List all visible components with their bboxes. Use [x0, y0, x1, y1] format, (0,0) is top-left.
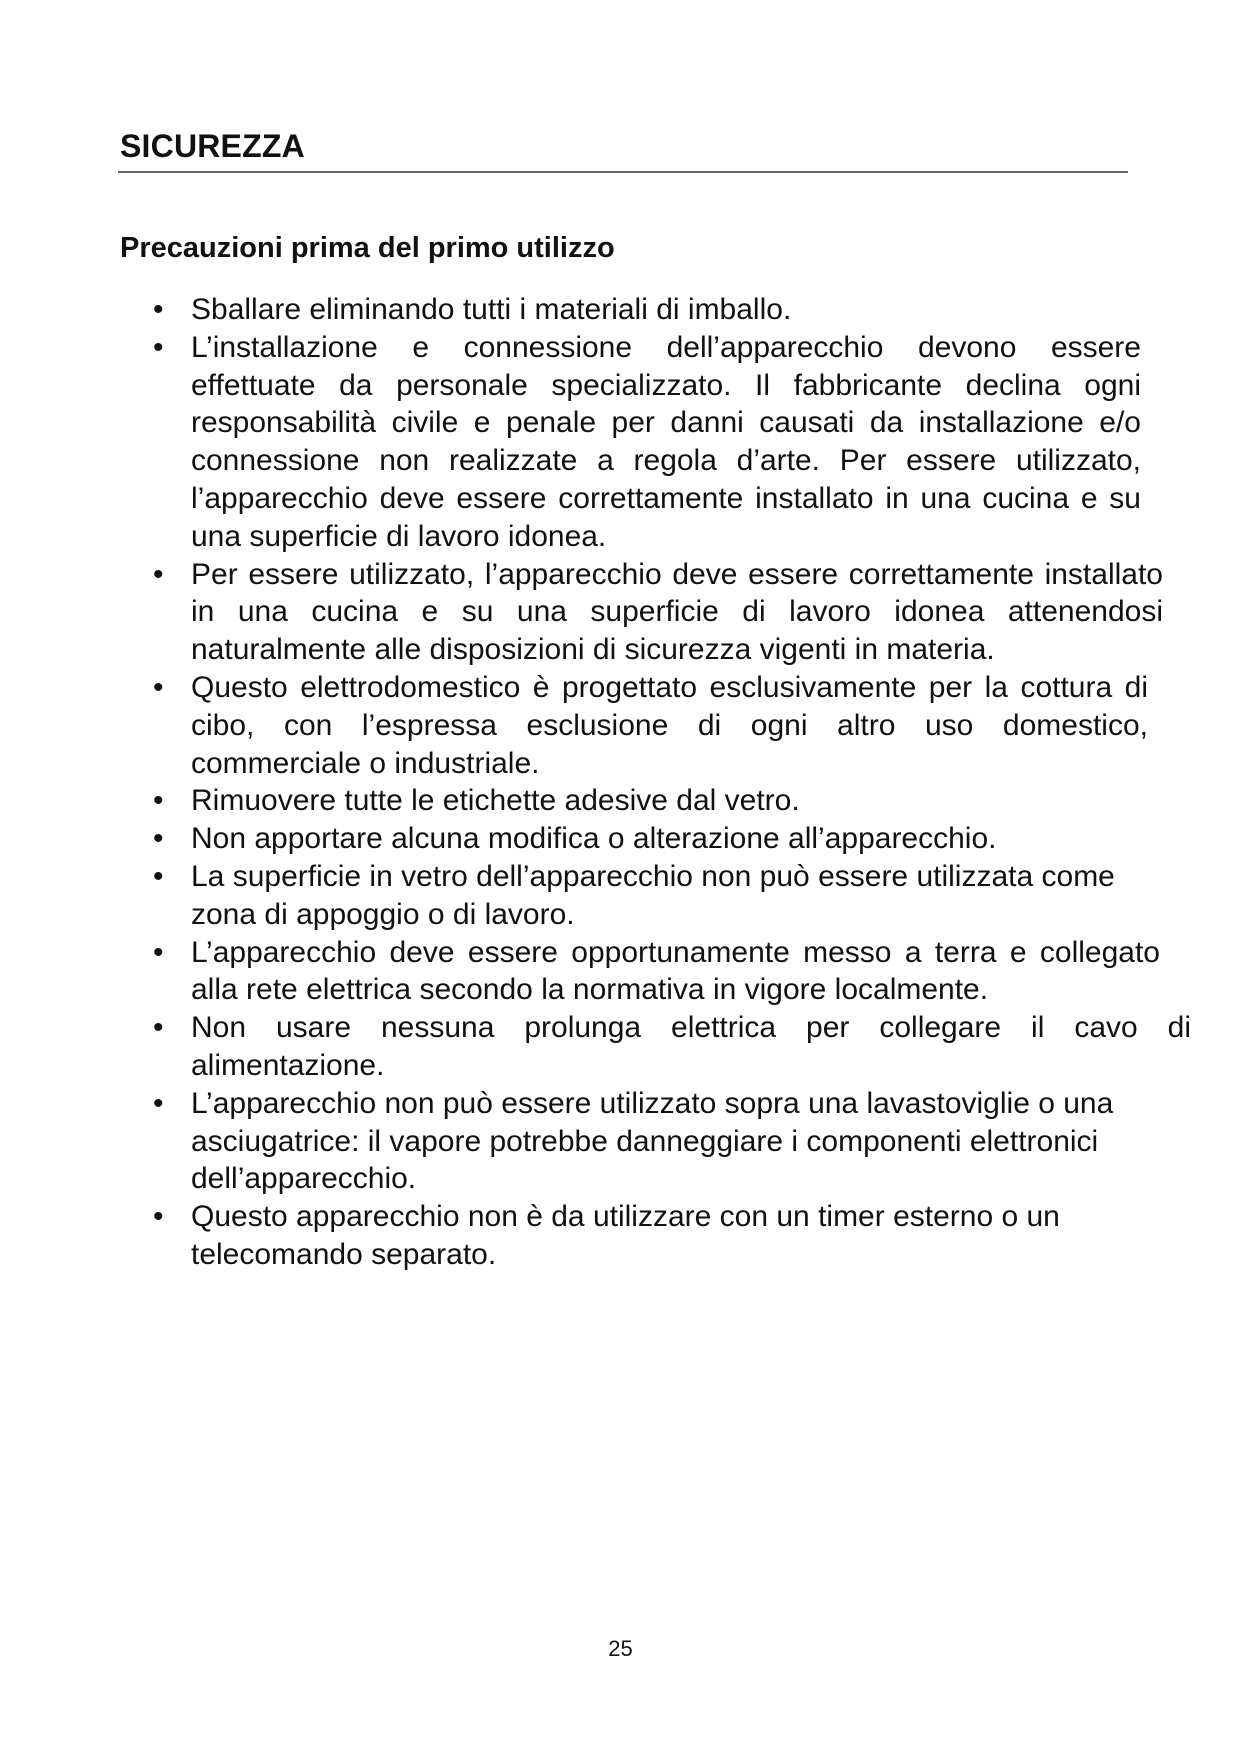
list-item: [0, 1198, 1241, 1274]
list-item-text: L’installazione e connessione dell’apparecchio devono essere effettuate da personale specializzato. Il fabbricante declina ogni responsabilità civile e penale per danni causati da installazione e/o connessione non realizzate a regola d’arte. Per essere utilizzato, l’apparecchio deve essere correttamente installato in una cucina e su una superficie di lavoro idonea.: [191, 330, 1141, 553]
bullet-icon: •: [153, 557, 164, 591]
list-item: [0, 934, 1241, 1010]
bullet-icon: •: [153, 1011, 164, 1045]
list-item-text: Non usare nessuna prolunga elettrica per collegare il cavo di alimentazione.: [191, 1011, 1191, 1082]
list-item-text: Questo elettrodomestico è progettato esclusivamente per la cottura di cibo, con l’espressa esclusione di ogni altro uso domestico, commerciale o industriale.: [191, 670, 1148, 780]
list-item: [0, 291, 1241, 329]
list-item: [0, 1009, 1241, 1085]
list-item: [0, 858, 1241, 934]
section-title: SICUREZZA: [120, 128, 305, 164]
list-item-text: Questo apparecchio non è da utilizzare con un timer esterno o un telecomando separato.: [191, 1200, 1060, 1271]
bullet-icon: •: [153, 784, 164, 818]
list-item: [0, 820, 1241, 858]
list-item: [0, 669, 1241, 782]
list-item: [0, 556, 1241, 669]
page-number: 25: [608, 1636, 633, 1661]
list-item-text: L’apparecchio deve essere opportunamente messo a terra e collegato alla rete elettrica secondo la normativa in vigore localmente.: [191, 935, 1160, 1007]
bullet-icon: •: [153, 293, 164, 326]
precautions-list: [0, 291, 1241, 1274]
list-item-text: L’apparecchio non può essere utilizzato sopra una lavastoviglie o una asciugatrice: il vapore potrebbe danneggiare i componenti elettronici dell’apparecchio.: [191, 1086, 1114, 1196]
title-underline: [118, 171, 1128, 173]
bullet-icon: •: [153, 1086, 164, 1120]
list-item-text: Sballare eliminando tutti i materiali di imballo.: [191, 293, 792, 326]
bullet-icon: •: [153, 1200, 164, 1234]
list-item-text: Non apportare alcuna modifica o alterazione all’apparecchio.: [191, 822, 997, 856]
list-item-text: Rimuovere tutte le etichette adesive dal vetro.: [191, 784, 800, 818]
list-item: [0, 329, 1241, 556]
list-item-text: Per essere utilizzato, l’apparecchio deve essere correttamente installato in una cucina e su una superficie di lavoro idonea attenendosi naturalmente alle disposizioni di sicurezza vigenti in materia.: [191, 557, 1163, 667]
bullet-icon: •: [153, 822, 164, 856]
list-item: [0, 782, 1241, 820]
bullet-icon: •: [153, 859, 164, 893]
list-item: [0, 1085, 1241, 1198]
subsection-title: Precauzioni prima del primo utilizzo: [120, 232, 615, 264]
bullet-icon: •: [153, 670, 164, 704]
bullet-icon: •: [153, 935, 164, 969]
list-item-text: La superficie in vetro dell’apparecchio non può essere utilizzata come zona di appoggio o di lavoro.: [191, 859, 1115, 931]
bullet-icon: •: [153, 330, 164, 364]
